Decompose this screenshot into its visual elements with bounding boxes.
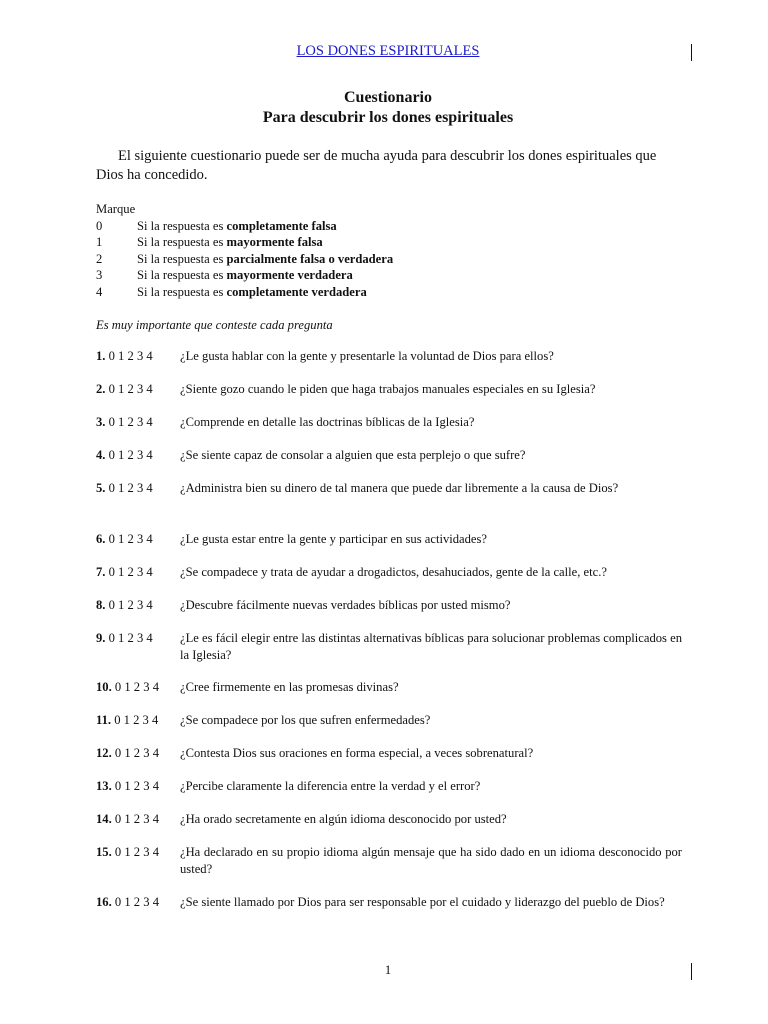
question-number: 9.: [96, 631, 106, 645]
legend-number: 3: [96, 268, 103, 283]
question-text: ¿Se siente llamado por Dios para ser responsable por el cuidado y liderazgo del pueblo de Dios?: [180, 895, 665, 909]
question-text: ¿Percibe claramente la diferencia entre la verdad y el error?: [180, 779, 481, 793]
question-text: ¿Administra bien su dinero de tal manera que puede dar libremente a la causa de Dios?: [180, 481, 619, 495]
page-number: 1: [384, 963, 392, 977]
legend-prefix: Si la respuesta es: [137, 251, 224, 266]
question-text: ¿Ha orado secretamente en algún idioma desconocido por usted?: [180, 812, 507, 826]
question-label: [96, 381, 153, 398]
question-label: [96, 679, 159, 696]
question-text: ¿Le gusta estar entre la gente y participar en sus actividades?: [180, 532, 488, 546]
question-text: ¿Se compadece por los que sufren enfermedades?: [180, 713, 431, 727]
legend-row: [96, 267, 393, 284]
question-label: [96, 447, 153, 464]
legend-meaning: mayormente falsa: [226, 235, 323, 250]
question-item: [96, 531, 682, 548]
margin-bar-top: [691, 44, 692, 61]
question-number: 6.: [96, 532, 106, 546]
question-number: 8.: [96, 598, 106, 612]
legend-prefix: Si la respuesta es: [137, 235, 224, 250]
question-number: 16.: [96, 895, 112, 909]
question-item: [96, 844, 682, 877]
title-line-2: Para descubrir los dones espirituales: [262, 109, 514, 126]
question-number: 1.: [96, 349, 106, 363]
question-text: ¿Descubre fácilmente nuevas verdades bíblicas por usted mismo?: [180, 598, 511, 612]
rating-scale[interactable]: 0 1 2 3 4: [114, 680, 159, 694]
question-item: [96, 597, 682, 614]
question-number: 12.: [96, 746, 112, 760]
rating-scale[interactable]: 0 1 2 3 4: [114, 779, 159, 793]
question-text: ¿Siente gozo cuando le piden que haga trabajos manuales especiales en su Iglesia?: [180, 382, 596, 396]
rating-scale[interactable]: 0 1 2 3 4: [114, 746, 159, 760]
intro-paragraph: [96, 147, 682, 185]
rating-scale[interactable]: 0 1 2 3 4: [114, 713, 159, 727]
legend-heading: Marque: [96, 202, 136, 216]
question-text: ¿Le gusta hablar con la gente y presentarle la voluntad de Dios para ellos?: [180, 349, 554, 363]
legend-row: [96, 251, 393, 268]
question-label: [96, 531, 153, 548]
rating-scale[interactable]: 0 1 2 3 4: [108, 598, 153, 612]
question-number: 3.: [96, 415, 106, 429]
question-label: [96, 844, 159, 861]
legend-text: [137, 234, 323, 251]
question-item: [96, 348, 682, 365]
question-label: [96, 414, 153, 431]
legend-prefix: Si la respuesta es: [137, 284, 224, 299]
legend-text: [137, 218, 337, 235]
legend-prefix: Si la respuesta es: [137, 268, 224, 283]
answer-legend: [96, 201, 393, 301]
question-item: [96, 414, 682, 431]
rating-scale[interactable]: 0 1 2 3 4: [108, 382, 153, 396]
legend-meaning: completamente falsa: [226, 218, 337, 233]
legend-meaning: mayormente verdadera: [226, 268, 353, 283]
question-item: [96, 630, 682, 663]
question-number: 14.: [96, 812, 112, 826]
legend-text: [137, 267, 353, 284]
legend-number: 4: [96, 284, 103, 299]
rating-scale[interactable]: 0 1 2 3 4: [108, 532, 153, 546]
question-label: [96, 778, 159, 795]
question-label: [96, 348, 153, 365]
rating-scale[interactable]: 0 1 2 3 4: [108, 415, 153, 429]
question-number: 11.: [96, 713, 112, 727]
question-number: 15.: [96, 845, 112, 859]
legend-number: 2: [96, 251, 103, 266]
legend-row: [96, 218, 393, 235]
legend-number: 1: [96, 235, 103, 250]
question-label: [96, 811, 159, 828]
legend-meaning: parcialmente falsa o verdadera: [226, 251, 394, 266]
question-text: ¿Comprende en detalle las doctrinas bíblicas de la Iglesia?: [180, 415, 475, 429]
question-number: 4.: [96, 448, 106, 462]
question-number: 2.: [96, 382, 106, 396]
intro-text: El siguiente cuestionario puede ser de mucha ayuda para descubrir los dones espirituales que Dios ha concedido.: [96, 148, 657, 183]
question-item: [96, 564, 682, 581]
question-item: [96, 745, 682, 762]
rating-scale[interactable]: 0 1 2 3 4: [114, 812, 159, 826]
question-number: 13.: [96, 779, 112, 793]
legend-number: 0: [96, 218, 103, 233]
rating-scale[interactable]: 0 1 2 3 4: [108, 349, 153, 363]
rating-scale[interactable]: 0 1 2 3 4: [108, 448, 153, 462]
question-number: 7.: [96, 565, 106, 579]
legend-meaning: completamente verdadera: [226, 284, 367, 299]
margin-bar-bottom: [691, 963, 692, 980]
question-text: ¿Ha declarado en su propio idioma algún mensaje que ha sido dado en un idioma desconocido por usted?: [180, 845, 682, 876]
legend-text: [137, 284, 367, 301]
question-text: ¿Cree firmemente en las promesas divinas?: [180, 680, 399, 694]
rating-scale[interactable]: 0 1 2 3 4: [108, 481, 153, 495]
legend-row: [96, 284, 393, 301]
question-item: [96, 381, 682, 398]
question-label: [96, 564, 153, 581]
question-label: [96, 630, 153, 647]
question-item: [96, 778, 682, 795]
rating-scale[interactable]: 0 1 2 3 4: [108, 631, 153, 645]
question-item: [96, 811, 682, 828]
rating-scale[interactable]: 0 1 2 3 4: [114, 845, 159, 859]
question-item: [96, 712, 682, 729]
question-text: ¿Se compadece y trata de ayudar a drogadictos, desahuciados, gente de la calle, etc.?: [180, 565, 607, 579]
rating-scale[interactable]: 0 1 2 3 4: [108, 565, 153, 579]
question-number: 10.: [96, 680, 112, 694]
question-label: [96, 745, 159, 762]
legend-prefix: Si la respuesta es: [137, 218, 224, 233]
question-item: [96, 480, 682, 497]
question-label: [96, 597, 153, 614]
question-item: [96, 447, 682, 464]
question-text: ¿Le es fácil elegir entre las distintas alternativas bíblicas para solucionar problemas complicados en la Iglesia?: [180, 631, 682, 662]
rating-scale[interactable]: 0 1 2 3 4: [114, 895, 159, 909]
legend-row: [96, 234, 393, 251]
instruction-note: Es muy importante que conteste cada pregunta: [96, 318, 333, 332]
question-number: 5.: [96, 481, 106, 495]
question-text: ¿Contesta Dios sus oraciones en forma especial, a veces sobrenatural?: [180, 746, 534, 760]
header-link[interactable]: LOS DONES ESPIRITUALES: [296, 43, 480, 59]
question-label: [96, 894, 159, 911]
question-text: ¿Se siente capaz de consolar a alguien que esta perplejo o que sufre?: [180, 448, 526, 462]
legend-text: [137, 251, 393, 268]
question-item: [96, 894, 682, 911]
title-line-1: Cuestionario: [344, 89, 432, 106]
question-label: [96, 712, 158, 729]
question-item: [96, 679, 682, 696]
question-label: [96, 480, 153, 497]
